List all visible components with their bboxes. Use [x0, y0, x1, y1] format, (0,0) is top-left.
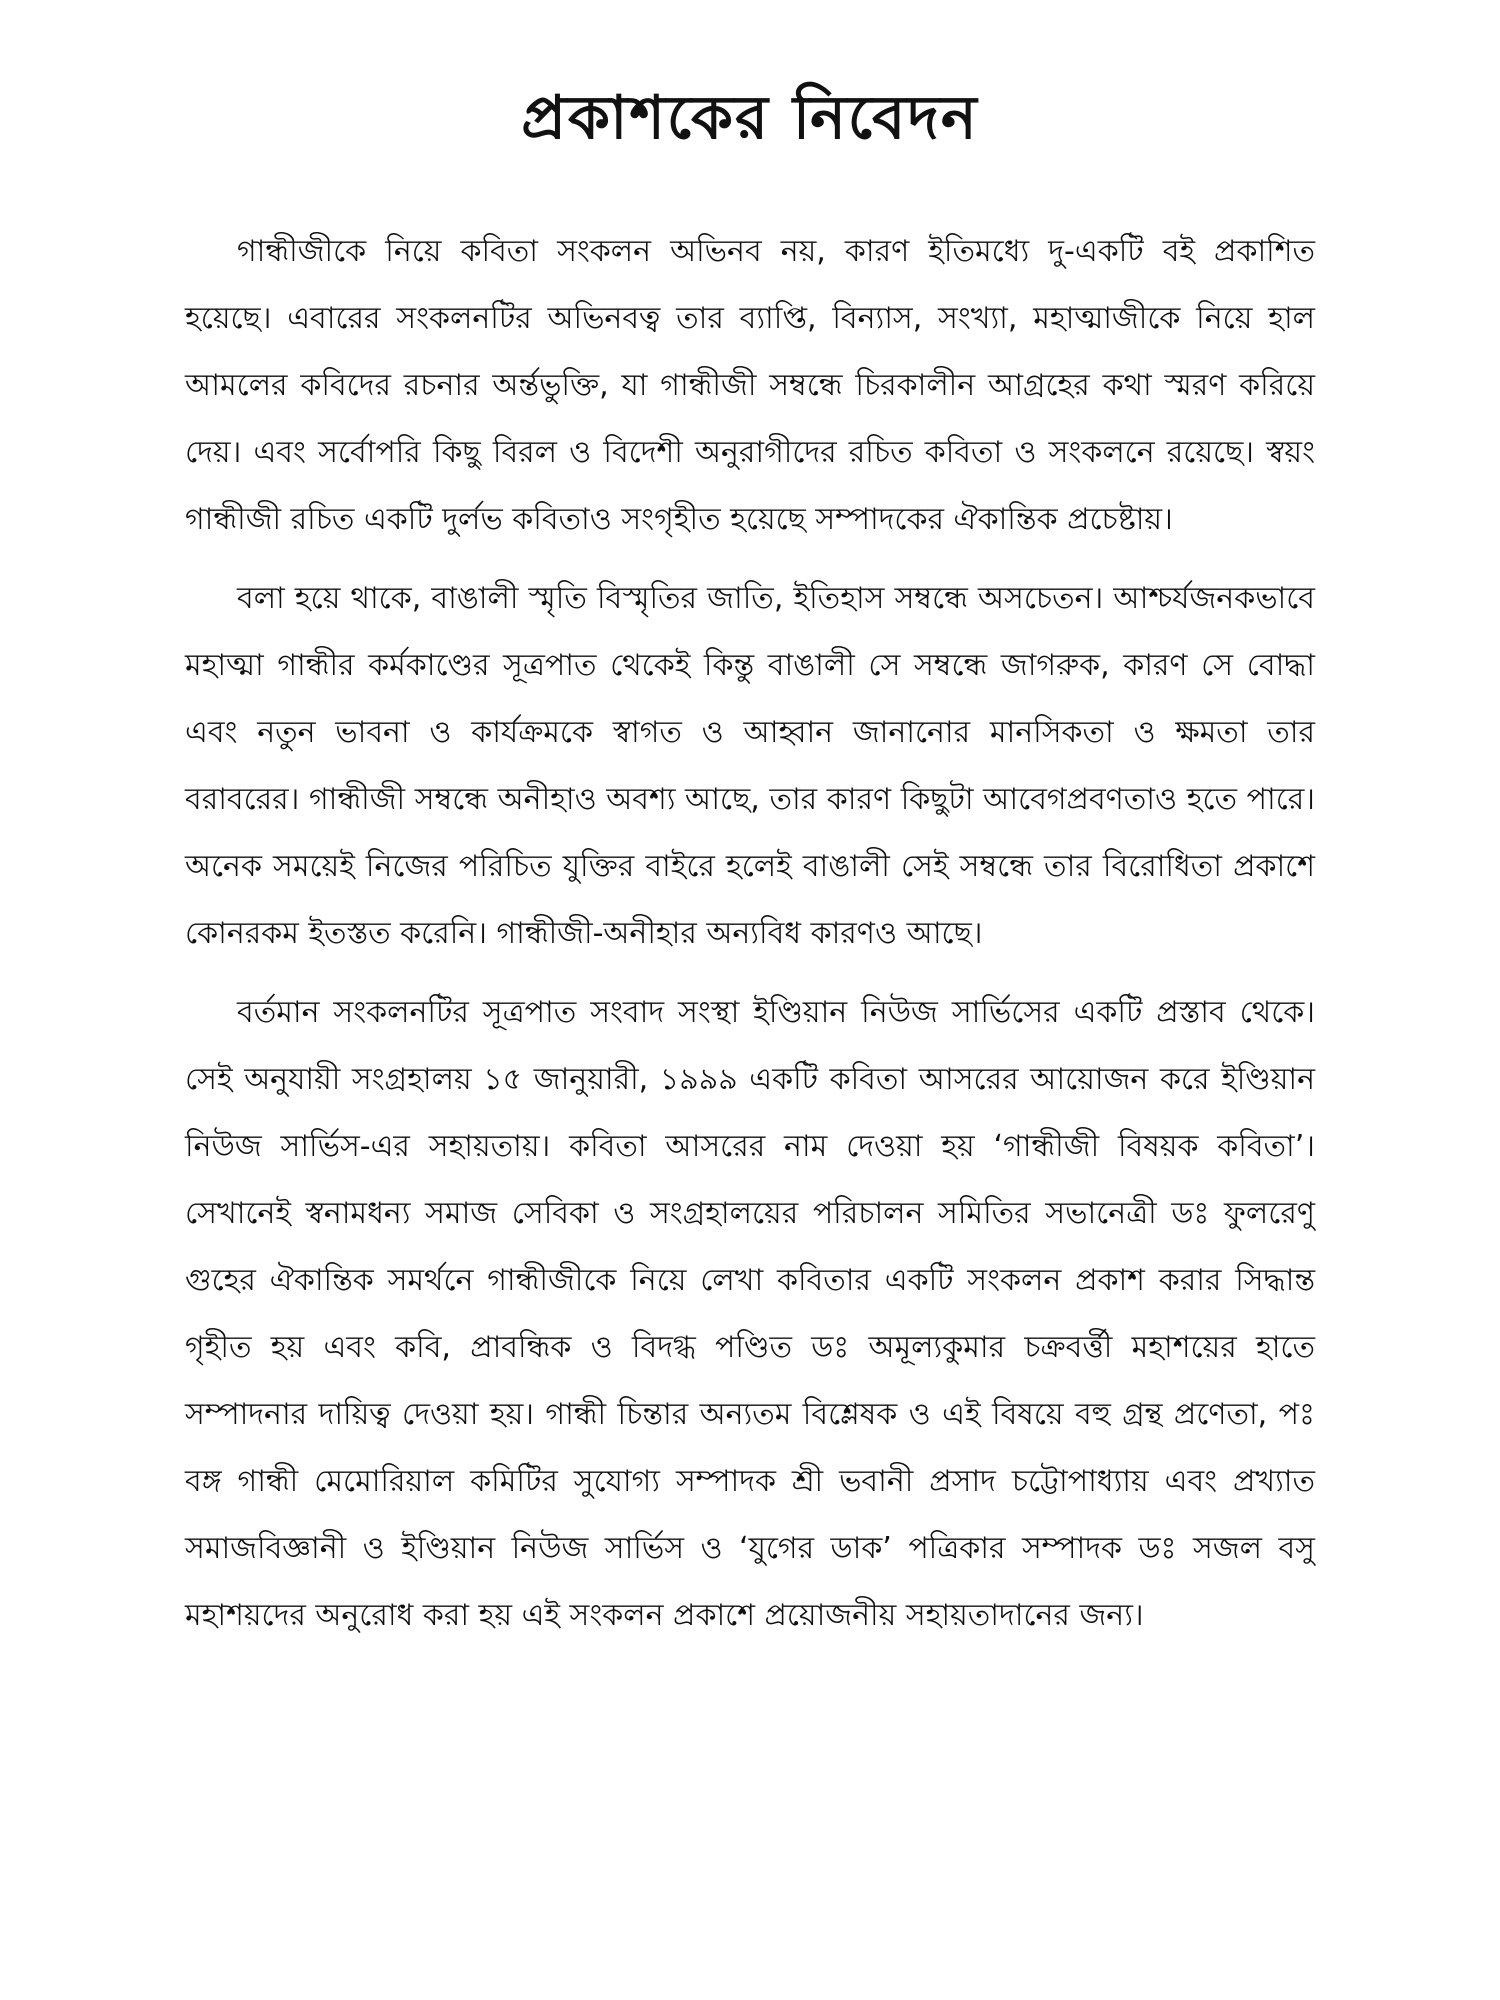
paragraph-2: বলা হয়ে থাকে, বাঙালী স্মৃতি বিস্মৃতির জাতি, ইতিহাস সম্বন্ধে অসচেতন। আশ্চর্যজনকভাবে মহাত্মা গান্ধীর কর্মকাণ্ডের সূত্রপাত থেকেই কিন্তু বাঙালী সে সম্বন্ধে জাগরুক, কারণ সে বোদ্ধা এবং নতুন ভাবনা ও কার্যক্রমকে স্বাগত ও আহ্বান জানানোর মানসিকতা ও ক্ষমতা তার বরাবরের। গান্ধীজী সম্বন্ধে অনীহাও অবশ্য আছে, তার কারণ কিছুটা আবেগপ্রবণতাও হতে পারে। অনেক সময়েই নিজের পরিচিত যুক্তির বাইরে হলেই বাঙালী সেই সম্বন্ধে তার বিরোধিতা প্রকাশে কোনরকম ইতস্তত করেনি। গান্ধীজী-অনীহার অন্যবিধ কারণও আছে।: [185, 581, 1315, 951]
page-title: প্রকাশকের নিবেদন: [521, 83, 979, 153]
paragraph-1: গান্ধীজীকে নিয়ে কবিতা সংকলন অভিনব নয়, কারণ ইতিমধ্যে দু-একটি বই প্রকাশিত হয়েছে। এবারের সংকলনটির অভিনবত্ব তার ব্যাপ্তি, বিন্যাস, সংখ্যা, মহাত্মাজীকে নিয়ে হাল আমলের কবিদের রচনার অর্ন্তভুক্তি, যা গান্ধীজী সম্বন্ধে চিরকালীন আগ্রহের কথা স্মরণ করিয়ে দেয়। এবং সর্বোপরি কিছু বিরল ও বিদেশী অনুরাগীদের রচিত কবিতা ও সংকলনে রয়েছে। স্বয়ং গান্ধীজী রচিত একটি দুর্লভ কবিতাও সংগৃহীত হয়েছে সম্পাদকের ঐকান্তিক প্রচেষ্টায়।: [185, 234, 1315, 537]
paragraph-3: বর্তমান সংকলনটির সূত্রপাত সংবাদ সংস্থা ইণ্ডিয়ান নিউজ সার্ভিসের একটি প্রস্তাব থেকে। সেই অনুযায়ী সংগ্রহালয় ১৫ জানুয়ারী, ১৯৯৯ একটি কবিতা আসরের আয়োজন করে ইণ্ডিয়ান নিউজ সার্ভিস-এর সহায়তায়। কবিতা আসরের নাম দেওয়া হয় ‘গান্ধীজী বিষয়ক কবিতা’। সেখানেই স্বনামধন্য সমাজ সেবিকা ও সংগ্রহালয়ের পরিচালন সমিতির সভানেত্রী ডঃ ফুলরেণু গুহের ঐকান্তিক সমর্থনে গান্ধীজীকে নিয়ে লেখা কবিতার একটি সংকলন প্রকাশ করার সিদ্ধান্ত গৃহীত হয় এবং কবি, প্রাবন্ধিক ও বিদগ্ধ পণ্ডিত ডঃ অমূল্যকুমার চক্রবর্ত্তী মহাশয়ের হাতে সম্পাদনার দায়িত্ব দেওয়া হয়। গান্ধী চিন্তার অন্যতম বিশ্লেষক ও এই বিষয়ে বহু গ্রন্থ প্রণেতা, পঃ বঙ্গ গান্ধী মেমোরিয়াল কমিটির সুযোগ্য সম্পাদক শ্রী ভবানী প্রসাদ চট্টোপাধ্যায় এবং প্রখ্যাত সমাজবিজ্ঞানী ও ইণ্ডিয়ান নিউজ সার্ভিস ও ‘যুগের ডাক’ পত্রিকার সম্পাদক ডঃ সজল বসু মহাশয়দের অনুরোধ করা হয় এই সংকলন প্রকাশে প্রয়োজনীয় সহায়তাদানের জন্য।: [185, 995, 1315, 1633]
document-body: [185, 218, 1315, 1661]
